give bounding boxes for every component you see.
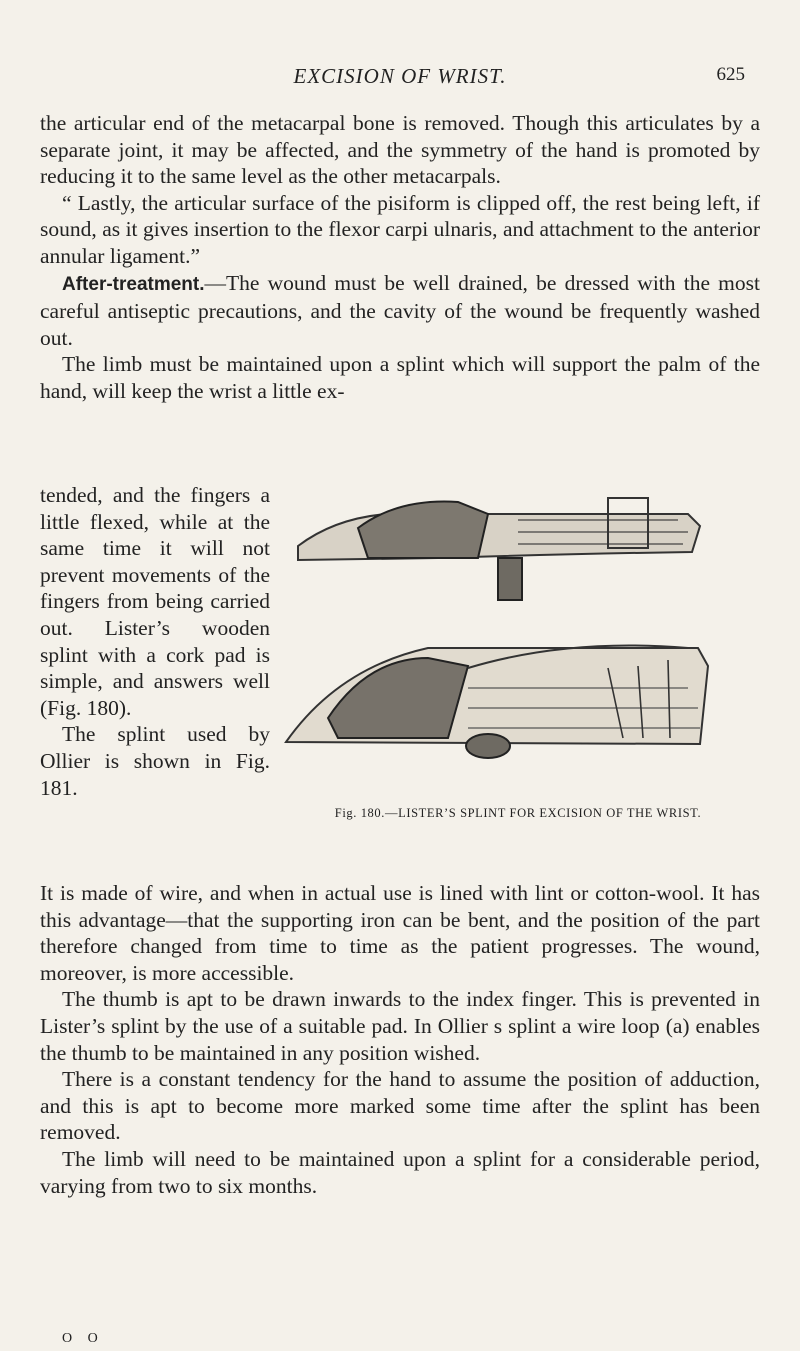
splint-illustration xyxy=(278,488,760,818)
paragraph-5-rest: It is made of wire, and when in actual use is lined with lint or cotton-wool. It has this advantage—that the supporting iron can be bent, and the position of the part therefore changed from time to time as the patient progresses. The wound, moreover, is more accessible. xyxy=(40,881,760,985)
figure-lister-splint xyxy=(278,488,760,818)
paragraph-7: There is a constant tendency for the hand to assume the position of adduction, and this is apt to become more marked some time after the splint has been removed. xyxy=(40,1067,760,1145)
paragraph-6: The thumb is apt to be drawn inwards to the index finger. This is prevented in Lister’s splint by the use of a suitable pad. In Ollier s splint a wire loop (a) enables the thumb to be maintained in any position wished. xyxy=(40,987,760,1065)
page-number: 625 xyxy=(716,64,745,85)
paragraph-4-wrap: tended, and the fingers a little flexed, while at the same time it will not prevent movements of the fingers from being carried out. Lister’s wooden splint with a cork pad is simple, and answers well (Fig. 180). xyxy=(40,483,270,720)
paragraph-1: the articular end of the metacarpal bone is removed. Though this articulates by a separate joint, it may be affected, and the symmetry of the hand is promoted by reducing it to the same level as the other metacarpals. xyxy=(40,111,760,189)
splint-lower-view xyxy=(286,646,708,759)
paragraph-2: “ Lastly, the articular surface of the pisiform is clipped off, the rest being left, if sound, as it gives insertion to the flexor carpi ulnaris, and attachment to the anterior annular ligament.” xyxy=(40,190,760,268)
figure-caption: Fig. 180.—LISTER’S SPLINT FOR EXCISION OF THE WRIST. xyxy=(334,806,702,820)
section-heading-after-treatment: After-treatment. xyxy=(62,273,205,295)
splint-upper-view xyxy=(298,498,700,600)
paragraph-4-lead: The limb must be maintained upon a splint which will support the palm of the hand, will keep the wrist a little ex- xyxy=(40,352,760,403)
running-head: EXCISION OF WRIST. xyxy=(293,64,507,88)
printer-signature: O O xyxy=(62,1331,104,1346)
text-block-top xyxy=(40,110,760,405)
paragraph-8: The limb will need to be maintained upon a splint for a considerable period, varying from two to six months. xyxy=(40,1146,760,1198)
paragraph-3 xyxy=(40,270,760,352)
paragraph-5-wrap: The splint used by Ollier is shown in Fig. 181. xyxy=(40,722,270,800)
text-block-bottom xyxy=(40,880,760,1199)
page-header xyxy=(0,64,800,94)
paragraph-3-text: —The wound must be well drained, be dressed with the most careful antiseptic precautions, and the cavity of the wound be frequently washed out. xyxy=(40,270,760,350)
text-wrap-column xyxy=(40,482,270,801)
